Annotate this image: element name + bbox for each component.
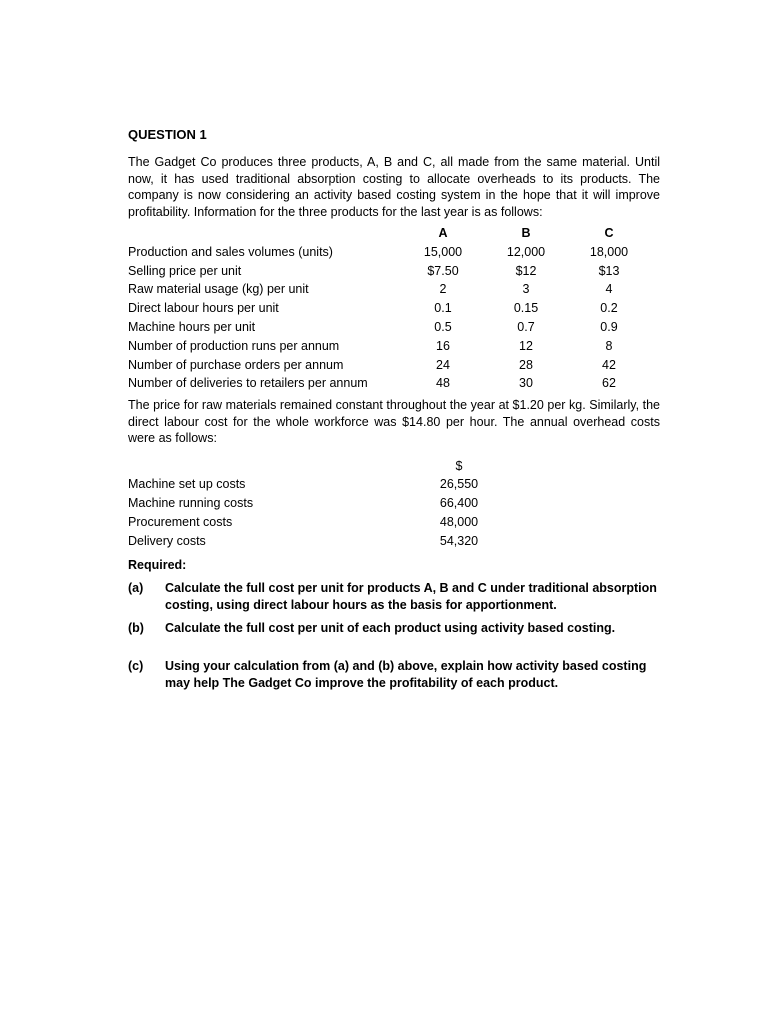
table-row <box>128 475 660 494</box>
intro-paragraph: The Gadget Co produces three products, A, B and C, all made from the same material. Until now, it has used traditional absorption costing to allocate overheads to its products. The company is now considering an activity based costing system in the hope that it will improve profitability. Information for the three products for the last year is as follows: <box>128 155 660 219</box>
value-b: $12 <box>515 263 537 278</box>
cost-label: Machine set up costs <box>128 477 246 492</box>
table-row <box>128 374 660 393</box>
value-a: 15,000 <box>423 244 463 259</box>
requirement-a <box>128 580 660 614</box>
cost-label: Delivery costs <box>128 533 206 548</box>
row-label: Number of purchase orders per annum <box>128 357 344 372</box>
column-header-b: B <box>521 226 531 240</box>
table-row <box>128 243 660 262</box>
value-a: 24 <box>436 357 450 372</box>
table-row <box>128 318 660 337</box>
value-b: 30 <box>519 376 533 391</box>
row-label: Machine hours per unit <box>128 319 256 334</box>
value-a: $7.50 <box>427 263 459 278</box>
value-c: 42 <box>602 357 616 372</box>
value-c: 4 <box>605 282 613 297</box>
value-a: 16 <box>436 338 450 353</box>
requirement-text: Calculate the full cost per unit for products A, B and C under traditional absorption costing, using direct labour hours as the basis for apportionment. <box>165 580 657 612</box>
cost-label: Machine running costs <box>128 496 254 511</box>
table-row <box>128 513 660 532</box>
currency-header: $ <box>455 458 463 473</box>
row-label: Direct labour hours per unit <box>128 301 279 316</box>
requirement-text: Using your calculation from (a) and (b) above, explain how activity based costing may help The Gadget Co improve the profitability of each product. <box>165 658 647 690</box>
value-a: 0.1 <box>434 301 452 316</box>
value-c: $13 <box>598 263 620 278</box>
row-label: Production and sales volumes (units) <box>128 244 333 259</box>
raw-material-paragraph: The price for raw materials remained constant throughout the year at $1.20 per kg. Similarly, the direct labour cost for the whole workforce was $14.80 per hour. The annual overhead costs were as follows: <box>128 398 660 446</box>
table-row <box>128 532 660 551</box>
product-table-header <box>128 224 660 243</box>
row-label: Number of production runs per annum <box>128 338 340 353</box>
product-table <box>128 224 660 393</box>
cost-value: 66,400 <box>439 496 479 511</box>
question-document <box>128 126 660 692</box>
value-b: 28 <box>519 357 533 372</box>
cost-value: 54,320 <box>439 533 479 548</box>
value-b: 12,000 <box>506 244 546 259</box>
required-heading: Required: <box>128 557 187 572</box>
requirement-label: (a) <box>128 580 144 595</box>
value-a: 2 <box>439 282 447 297</box>
table-row <box>128 299 660 318</box>
row-label: Selling price per unit <box>128 263 242 278</box>
cost-label: Procurement costs <box>128 515 233 530</box>
table-row <box>128 280 660 299</box>
value-c: 18,000 <box>589 244 629 259</box>
value-b: 0.15 <box>513 301 539 316</box>
overhead-costs-table <box>128 457 660 551</box>
row-label: Raw material usage (kg) per unit <box>128 282 309 297</box>
value-a: 48 <box>436 376 450 391</box>
value-b: 0.7 <box>517 319 535 334</box>
value-c: 0.9 <box>600 319 618 334</box>
requirement-label: (c) <box>128 658 144 673</box>
column-header-a: A <box>438 226 448 240</box>
cost-value: 26,550 <box>439 477 479 492</box>
requirement-c <box>128 658 660 692</box>
requirement-label: (b) <box>128 620 144 635</box>
table-row <box>128 356 660 375</box>
overhead-table-header <box>128 457 660 476</box>
value-c: 0.2 <box>600 301 618 316</box>
table-row <box>128 337 660 356</box>
value-b: 12 <box>519 338 533 353</box>
table-row <box>128 262 660 281</box>
value-a: 0.5 <box>434 319 452 334</box>
value-b: 3 <box>522 282 530 297</box>
column-header-c: C <box>604 226 614 240</box>
requirement-text: Calculate the full cost per unit of each product using activity based costing. <box>165 620 616 635</box>
table-row <box>128 494 660 513</box>
question-title: QUESTION 1 <box>128 127 207 142</box>
cost-value: 48,000 <box>439 515 479 530</box>
value-c: 8 <box>605 338 613 353</box>
row-label: Number of deliveries to retailers per annum <box>128 376 368 391</box>
requirement-b <box>128 620 660 637</box>
value-c: 62 <box>602 376 616 391</box>
